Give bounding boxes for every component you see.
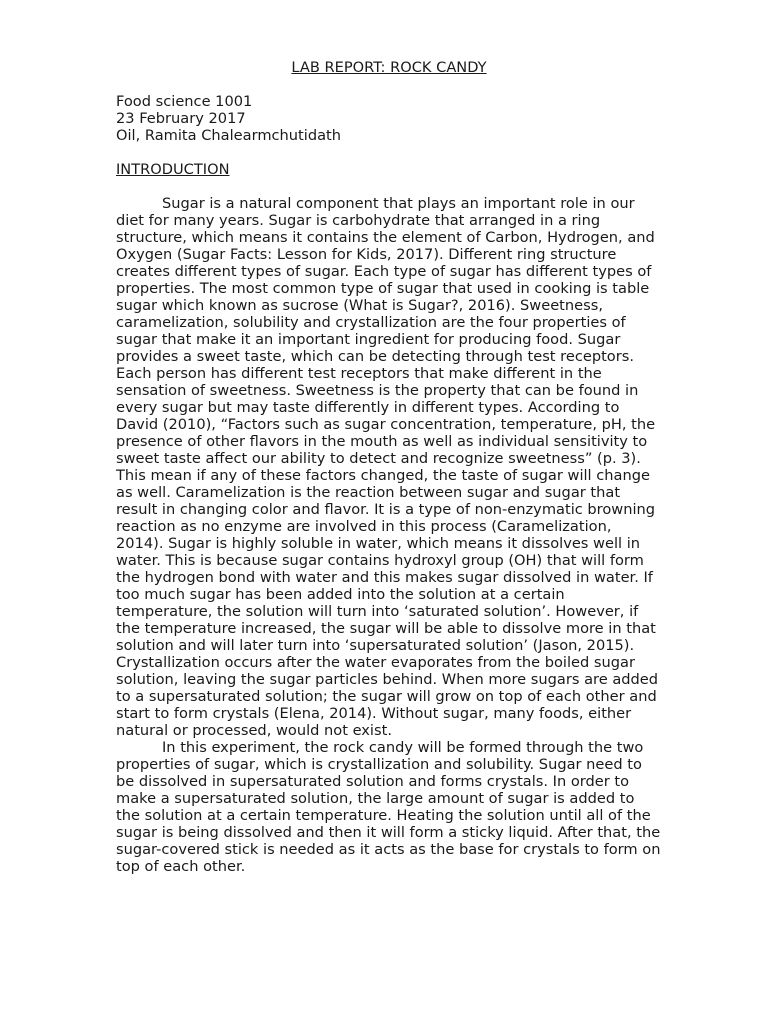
course-name: Food science 1001: [116, 93, 253, 110]
section-heading-introduction: INTRODUCTION: [116, 161, 230, 178]
report-date: 23 February 2017: [116, 110, 246, 127]
paragraph: Sugar is a natural component that plays an important role in our diet for many years. Sugar is carbohydrate that arranged in a ring structure, which means it contains the element of Carbon, Hydrogen, and Oxygen (Sugar Facts: Lesson for Kids, 2017). Different ring structure creates different types of sugar. Each type of sugar has different types of properties. The most common type of sugar that used in cooking is table sugar which known as sucrose (What is Sugar?, 2016). Sweetness, caramelization, solubility and crystallization are the four properties of sugar that make it an important ingredient for producing food. Sugar provides a sweet taste, which can be detecting through test receptors. Each person has different test receptors that make different in the sensation of sweetness. Sweetness is the property that can be found in every sugar but may taste differently in different types. According to David (2010), “Factors such as sugar concentration, temperature, pH, the presence of other flavors in the mouth as well as individual sensitivity to sweet taste affect our ability to detect and recognize sweetness” (p. 3). This mean if any of these factors changed, the taste of sugar will change as well. Caramelization is the reaction between sugar and sugar that result in changing color and flavor. It is a type of non-enzymatic browning reaction as no enzyme are involved in this process (Caramelization, 2014). Sugar is highly soluble in water, which means it dissolves well in water. This is because sugar contains hydroxyl group (OH) that will form the hydrogen bond with water and this makes sugar dissolved in water. If too much sugar has been added into the solution at a certain temperature, the solution will turn into ‘saturated solution’. However, if the temperature increased, the sugar will be able to dissolve more in that solution and will later turn into ‘supersaturated solution’ (Jason, 2015). Crystallization occurs after the water evaporates from the boiled sugar solution, leaving the sugar particles behind. When more sugars are added to a supersaturated solution; the sugar will grow on top of each other and start to form crystals (Elena, 2014). Without sugar, many foods, either natural or processed, would not exist.: [116, 195, 659, 739]
document-title: LAB REPORT: ROCK CANDY: [291, 59, 487, 76]
paragraph: In this experiment, the rock candy will be formed through the two properties of sugar, which is crystallization and solubility. Sugar need to be dissolved in supersaturated solution and forms crystals. In order to make a supersaturated solution, the large amount of sugar is added to the solution at a certain temperature. Heating the solution until all of the sugar is being dissolved and then it will form a sticky liquid. After that, the sugar-covered stick is needed as it acts as the base for crystals to form on top of each other.: [116, 739, 661, 875]
document-body: [116, 59, 662, 875]
document-meta: [116, 93, 662, 144]
author-name: Oil, Ramita Chalearmchutidath: [116, 127, 342, 144]
introduction-text: [116, 195, 662, 875]
